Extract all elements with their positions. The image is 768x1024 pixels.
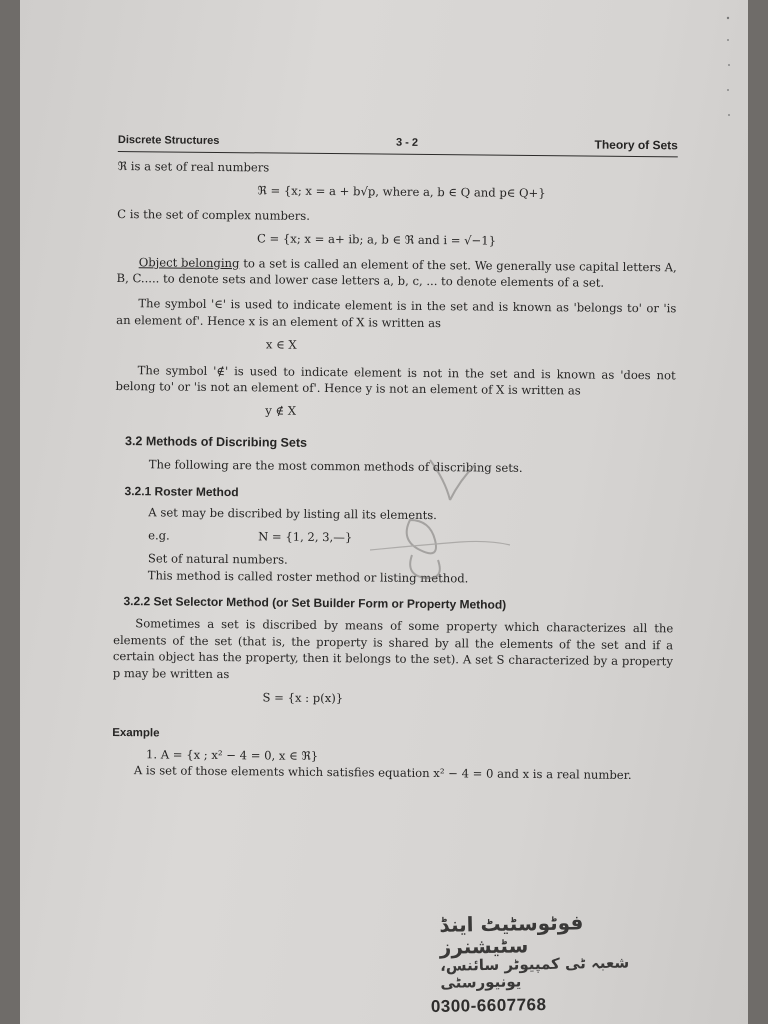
section-3-2-1-title: 3.2.1 Roster Method [124, 483, 239, 500]
complex-intro: C is the set of complex numbers. [117, 206, 311, 223]
shop-stamp [429, 910, 661, 1016]
set-builder-formula: S = {x : p(x)} [262, 690, 344, 706]
not-belongs-paragraph: The symbol '∉' is used to indicate element is not in the set and is known as 'does not belong to' or 'is not an element of'. Hence y is not an element of X is written as [115, 362, 676, 398]
header-chapter-title: Theory of Sets [594, 137, 678, 153]
reals-formula: ℜ = {x; x = a + b√p, where a, b ∈ Q and p∈ Q+} [257, 183, 546, 201]
example-item-1-text: A is set of those elements which satisfies equation x² − 4 = 0 and x is a real number. [133, 763, 632, 783]
section-3-2-title: 3.2 Methods of Discribing Sets [124, 434, 308, 450]
example-heading: Example [112, 726, 160, 740]
object-paragraph [117, 254, 677, 293]
page-header [118, 132, 678, 158]
stamp-phone-number: 0300-6607768 [430, 994, 547, 1016]
complex-formula: C = {x; x = a+ ib; a, b ∈ ℜ and i = √−1} [256, 231, 497, 248]
document-page [20, 0, 748, 1024]
margin-marks [718, 10, 738, 130]
header-book-title: Discrete Structures [117, 134, 220, 148]
section-3-2-2-text: Sometimes a set is discribed by means of some property which characterizes all the elements of the set (that is, the property is shared by all the elements of the set and if a certain object has the property, then it belongs to the set). A set S characterized by a property p may be written as [112, 616, 674, 682]
not-belongs-formula: y ∉ X [265, 403, 297, 418]
natural-numbers-line: Set of natural numbers. [147, 551, 288, 567]
section-3-2-text: The following are the most common methods of discribing sets. [148, 457, 523, 475]
belongs-paragraph: The symbol '∈' is used to indicate element is in the set and is known as 'belongs to' or 'is an element of'. Hence x is an element of X is written as [116, 296, 677, 331]
eg-formula: N = {1, 2, 3,—} [258, 529, 353, 545]
section-3-2-1-text: A set may be discribed by listing all its elements. [148, 505, 437, 523]
object-paragraph-rest: to a set is called an element of the set. We generally use capital letters A, B, C..... to denote sets and lower case letters a, b, c, ... to denote elements of a set. [116, 255, 677, 291]
header-page-number: 3 - 2 [395, 137, 419, 150]
reals-intro: ℜ is a set of real numbers [117, 159, 270, 175]
eg-label: e.g. [148, 528, 170, 543]
roster-method-line: This method is called roster method or listing method. [147, 567, 469, 586]
object-paragraph-underlined: Object belonging [138, 254, 240, 270]
belongs-formula: x ∈ X [265, 337, 297, 352]
example-item-1: 1. A = {x ; x² − 4 = 0, x ∈ ℜ} [145, 746, 319, 763]
section-3-2-2-title: 3.2.2 Set Selector Method (or Set Builder Form or Property Method) [123, 594, 507, 613]
stamp-line-1: فوٹوسٹیٹ اینڈ سٹیشنرز [439, 910, 584, 959]
stamp-line-2: شعبہ ٹی کمپیوٹر سائنس، یونیورسٹی [439, 953, 630, 992]
pencil-scribble [350, 450, 530, 590]
